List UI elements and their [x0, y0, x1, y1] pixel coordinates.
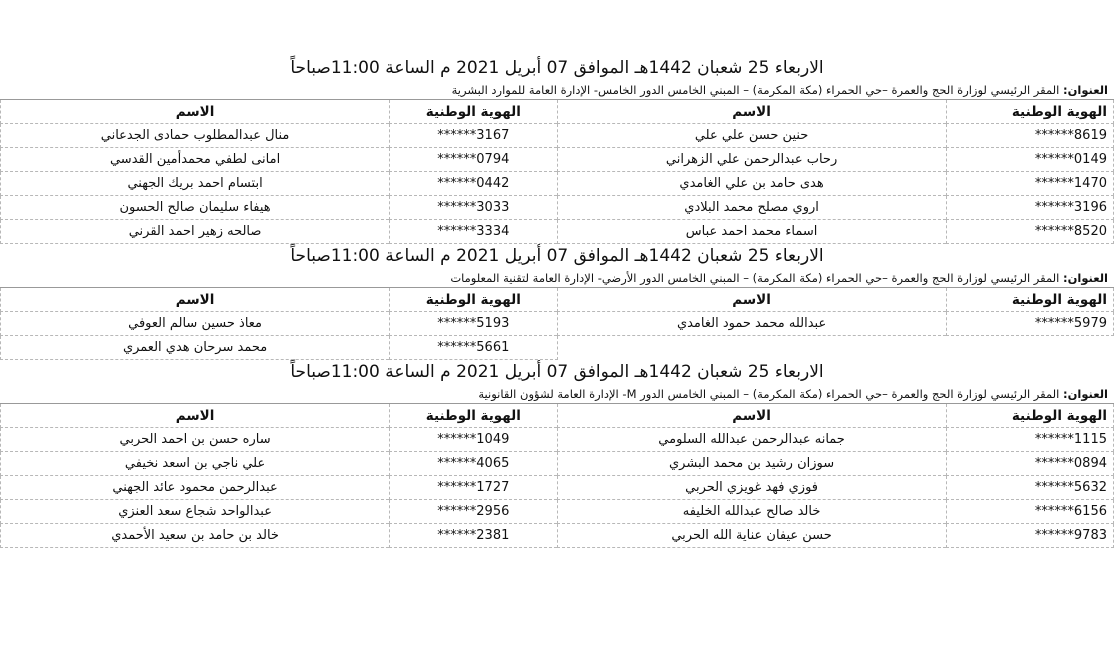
header-id-2: الهوية الوطنية	[390, 100, 557, 124]
national-id-2: ******2956	[390, 500, 557, 524]
person-name-2: معاذ حسين سالم العوفي	[1, 312, 390, 336]
address-label: العنوان:	[1062, 271, 1108, 285]
person-name: سوزان رشيد بن محمد البشري	[557, 452, 946, 476]
session-datetime: الاربعاء 25 شعبان 1442هـ الموافق 07 أبريل 2021 م الساعة 11:00صباحاً	[290, 246, 824, 266]
session-datetime: الاربعاء 25 شعبان 1442هـ الموافق 07 أبريل 2021 م الساعة 11:00صباحاً	[290, 362, 824, 382]
header-name-2: الاسم	[1, 288, 390, 312]
session-section-2	[0, 244, 1114, 360]
person-name-2: عبدالرحمن محمود عائد الجهني	[1, 476, 390, 500]
person-name	[557, 336, 946, 360]
table-header-row	[1, 404, 1114, 428]
table-row	[1, 124, 1114, 148]
header-name: الاسم	[557, 100, 946, 124]
national-id-2: ******4065	[390, 452, 557, 476]
session-address	[0, 81, 1114, 99]
person-name-2: منال عبدالمطلوب حمادى الجدعاني	[1, 124, 390, 148]
national-id: ******5979	[946, 312, 1113, 336]
header-id-2: الهوية الوطنية	[390, 404, 557, 428]
national-id-2: ******0794	[390, 148, 557, 172]
table-row	[1, 172, 1114, 196]
candidates-table	[0, 99, 1114, 244]
national-id-2: ******3167	[390, 124, 557, 148]
person-name: اروي مصلح محمد البلادي	[557, 196, 946, 220]
header-id: الهوية الوطنية	[946, 288, 1113, 312]
session-address	[0, 269, 1114, 287]
national-id: ******8520	[946, 220, 1113, 244]
person-name-2: خالد بن حامد بن سعيد الأحمدي	[1, 524, 390, 548]
table-header-row	[1, 100, 1114, 124]
national-id-2: ******5193	[390, 312, 557, 336]
table-row	[1, 196, 1114, 220]
person-name: حسن عيفان عناية الله الحربي	[557, 524, 946, 548]
person-name: فوزي فهد غويزي الحربي	[557, 476, 946, 500]
header-id: الهوية الوطنية	[946, 404, 1113, 428]
person-name-2: صالحه زهير احمد القرني	[1, 220, 390, 244]
person-name-2: محمد سرحان هدي العمري	[1, 336, 390, 360]
candidates-table	[0, 403, 1114, 548]
national-id: ******6156	[946, 500, 1113, 524]
person-name: هدى حامد بن علي الغامدي	[557, 172, 946, 196]
person-name-2: ساره حسن بن احمد الحربي	[1, 428, 390, 452]
table-row	[1, 452, 1114, 476]
header-name-2: الاسم	[1, 100, 390, 124]
header-name-2: الاسم	[1, 404, 390, 428]
national-id-2: ******3033	[390, 196, 557, 220]
table-row	[1, 312, 1114, 336]
national-id: ******9783	[946, 524, 1113, 548]
table-row	[1, 476, 1114, 500]
person-name: جمانه عبدالرحمن عبدالله السلومي	[557, 428, 946, 452]
person-name-2: عبدالواحد شجاع سعد العنزي	[1, 500, 390, 524]
header-name: الاسم	[557, 288, 946, 312]
address-text: المقر الرئيسي لوزارة الحج والعمرة –حي الحمراء (مكة المكرمة) – المبني الخامس الدور الأرضي- الإدارة العامة لتقنية المعلومات	[450, 271, 1060, 285]
header-id: الهوية الوطنية	[946, 100, 1113, 124]
session-section-3	[0, 360, 1114, 548]
national-id: ******3196	[946, 196, 1113, 220]
session-section-1	[0, 56, 1114, 244]
document-page	[0, 56, 1114, 548]
national-id-2: ******1049	[390, 428, 557, 452]
header-name: الاسم	[557, 404, 946, 428]
national-id-2: ******1727	[390, 476, 557, 500]
table-header-row	[1, 288, 1114, 312]
person-name-2: ابتسام احمد بريك الجهني	[1, 172, 390, 196]
national-id-2: ******0442	[390, 172, 557, 196]
table-row	[1, 336, 1114, 360]
person-name-2: هيفاء سليمان صالح الحسون	[1, 196, 390, 220]
address-label: العنوان:	[1062, 387, 1108, 401]
session-datetime: الاربعاء 25 شعبان 1442هـ الموافق 07 أبريل 2021 م الساعة 11:00صباحاً	[290, 58, 824, 78]
national-id: ******1115	[946, 428, 1113, 452]
person-name: عبدالله محمد حمود الغامدي	[557, 312, 946, 336]
national-id: ******0149	[946, 148, 1113, 172]
address-text: المقر الرئيسي لوزارة الحج والعمرة –حي الحمراء (مكة المكرمة) – المبني الخامس الدور الخامس- الإدارة العامة للموارد البشرية	[451, 83, 1060, 97]
national-id: ******5632	[946, 476, 1113, 500]
table-row	[1, 148, 1114, 172]
address-label: العنوان:	[1062, 83, 1108, 97]
table-row	[1, 524, 1114, 548]
person-name: خالد صالح عبدالله الخليفه	[557, 500, 946, 524]
table-row	[1, 500, 1114, 524]
national-id: ******8619	[946, 124, 1113, 148]
national-id: ******1470	[946, 172, 1113, 196]
person-name-2: امانى لطفي محمدأمين القدسي	[1, 148, 390, 172]
person-name: رحاب عبدالرحمن علي الزهراني	[557, 148, 946, 172]
header-id-2: الهوية الوطنية	[390, 288, 557, 312]
national-id-2: ******2381	[390, 524, 557, 548]
table-row	[1, 220, 1114, 244]
person-name-2: علي ناجي بن اسعد نخيفي	[1, 452, 390, 476]
session-address	[0, 385, 1114, 403]
address-text: المقر الرئيسي لوزارة الحج والعمرة –حي الحمراء (مكة المكرمة) – المبني الخامس الدور M- الإدارة العامة لشؤون القانونية	[478, 387, 1060, 401]
national-id-2: ******3334	[390, 220, 557, 244]
candidates-table	[0, 287, 1114, 360]
national-id: ******0894	[946, 452, 1113, 476]
national-id	[946, 336, 1113, 360]
person-name: حنين حسن علي علي	[557, 124, 946, 148]
national-id-2: ******5661	[390, 336, 557, 360]
person-name: اسماء محمد احمد عباس	[557, 220, 946, 244]
table-row	[1, 428, 1114, 452]
